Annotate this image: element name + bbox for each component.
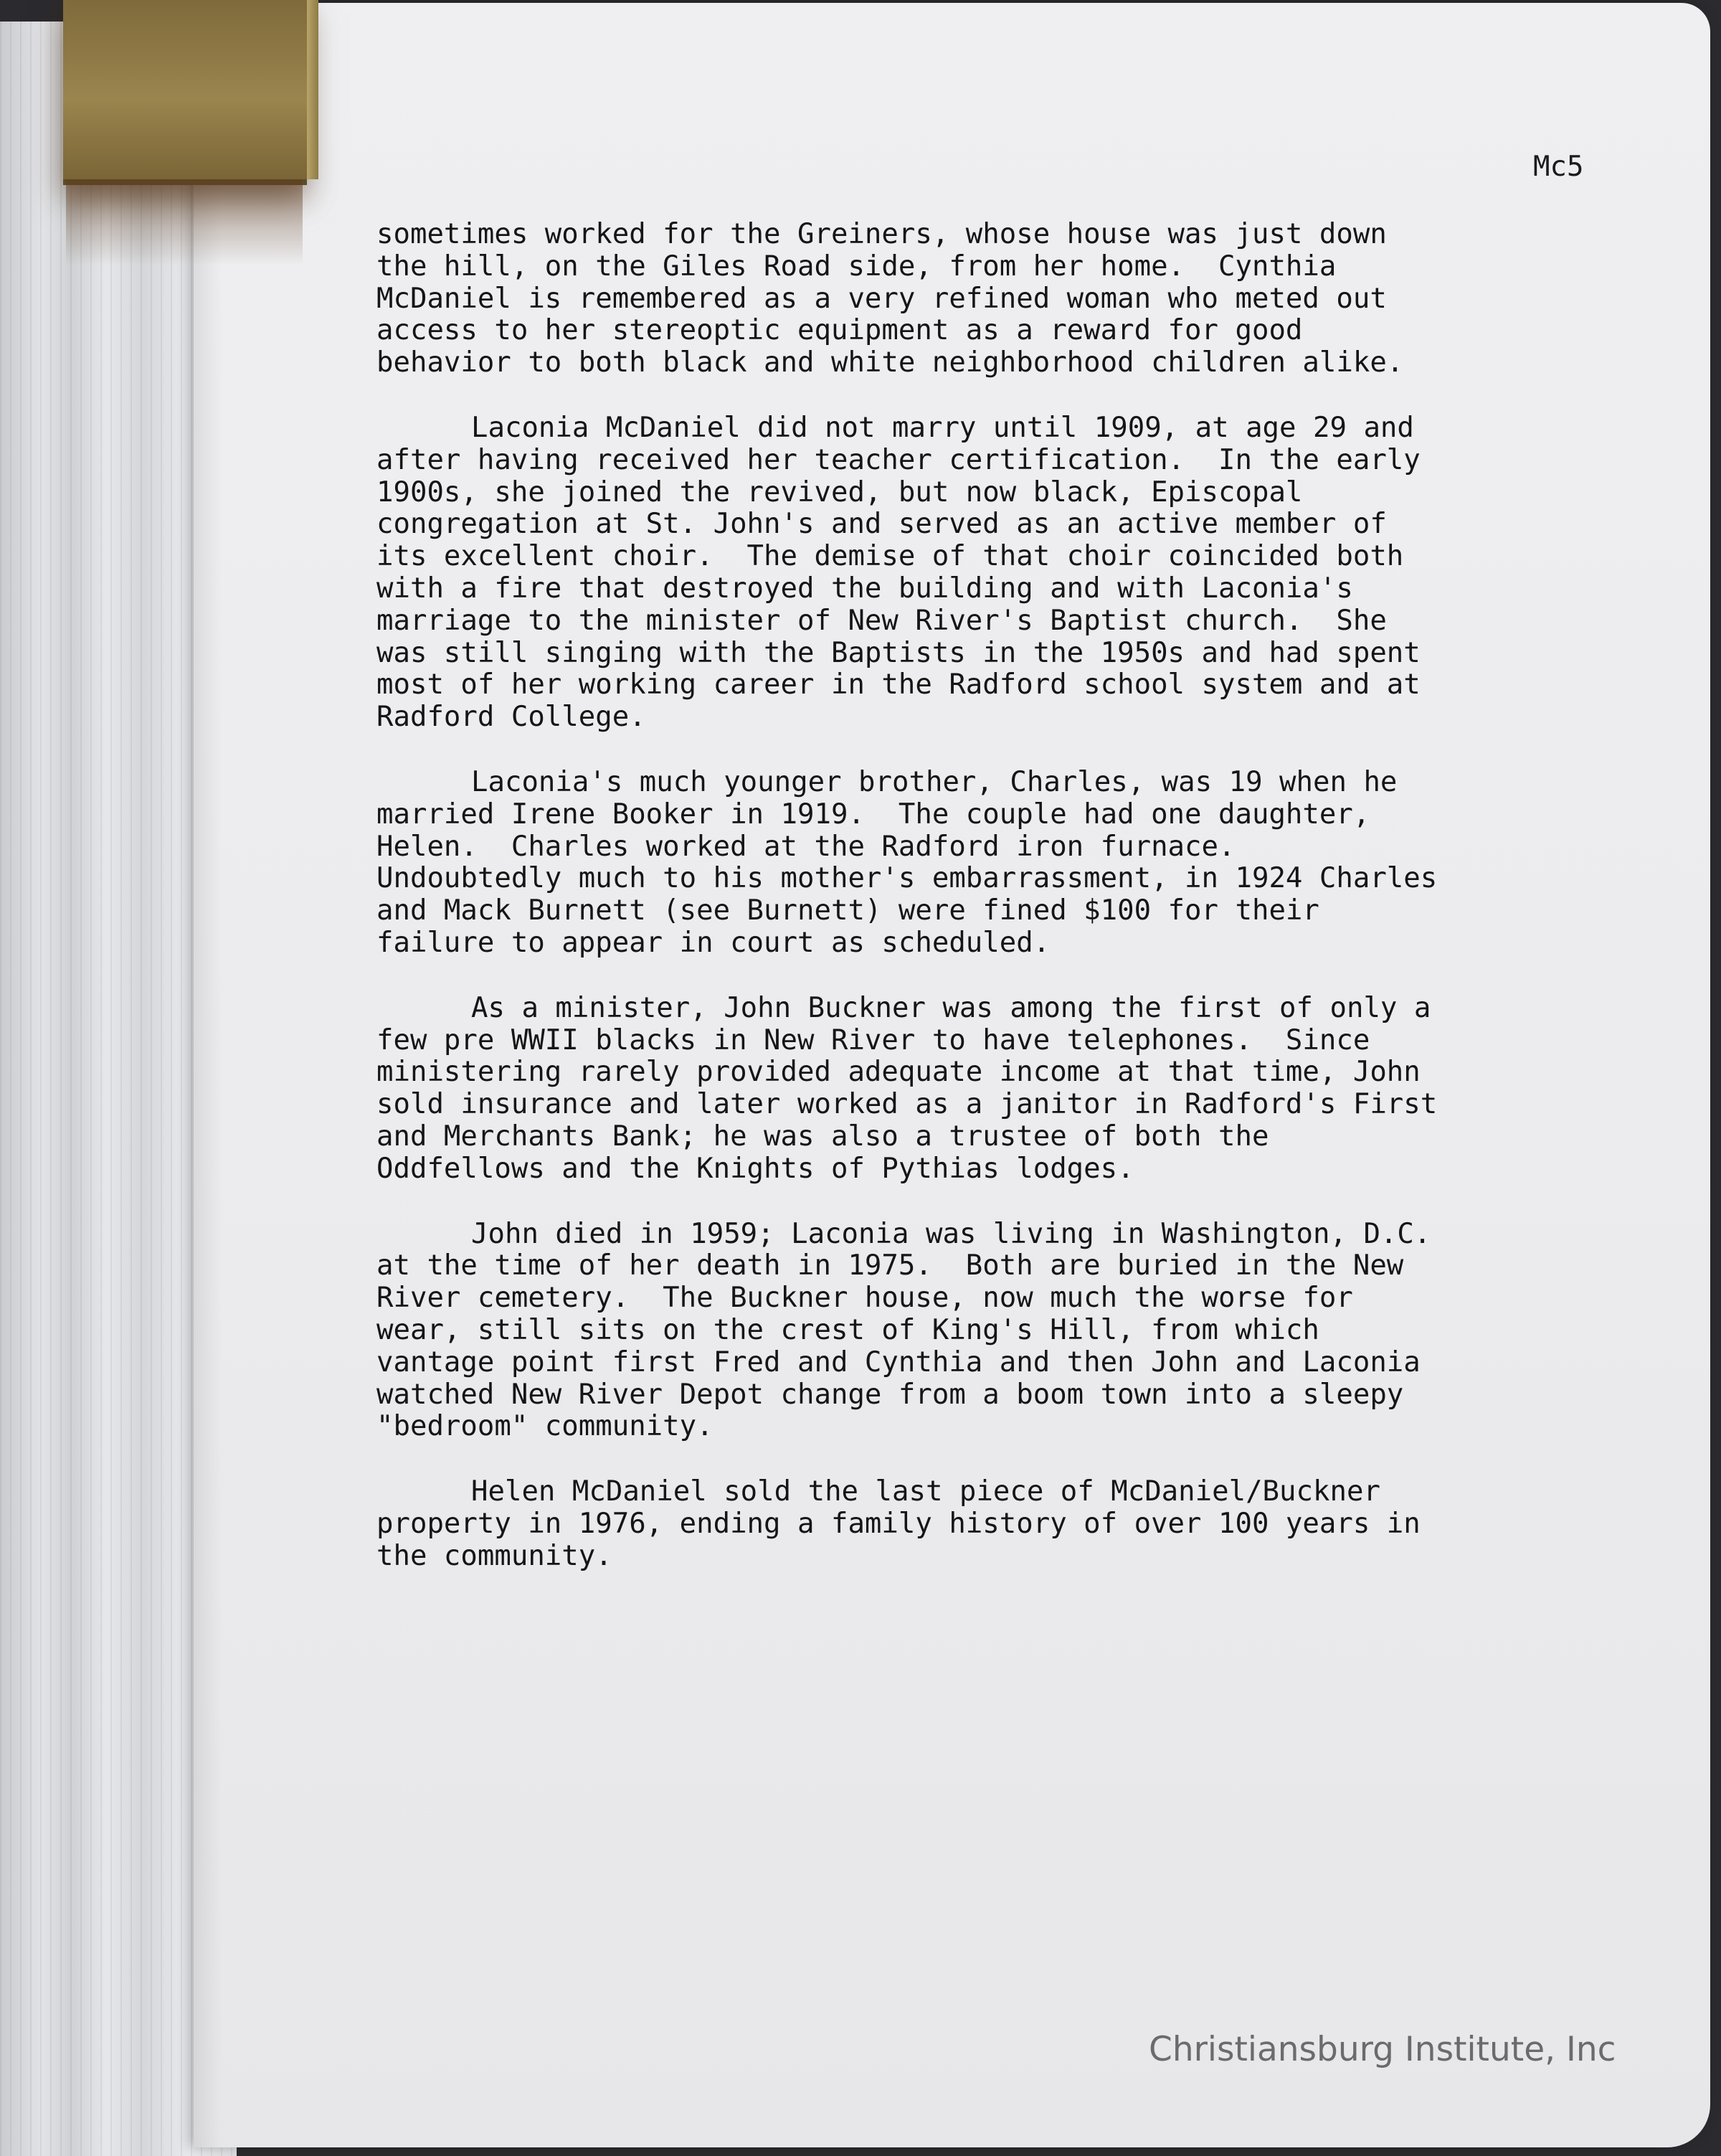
text-line: and Mack Burnett (see Burnett) were fined $100 for their: [376, 894, 1319, 927]
text-line: Laconia's much younger brother, Charles, was 19 when he: [471, 765, 1398, 798]
paragraph-4: [376, 993, 1588, 1186]
text-line: the community.: [376, 1539, 612, 1572]
text-line: vantage point first Fred and Cynthia and then John and Laconia: [376, 1346, 1421, 1379]
paragraph-3: [376, 767, 1588, 960]
text-line: at the time of her death in 1975. Both are buried in the New: [376, 1249, 1404, 1282]
text-line: marriage to the minister of New River's Baptist church. She: [376, 604, 1387, 637]
text-line: Helen. Charles worked at the Radford iron furnace.: [376, 830, 1236, 863]
text-line: Oddfellows and the Knights of Pythias lodges.: [376, 1152, 1134, 1185]
binder-tab-shadow: [66, 179, 303, 265]
text-line: John died in 1959; Laconia was living in Washington, D.C.: [471, 1217, 1431, 1250]
text-line: "bedroom" community.: [376, 1410, 713, 1443]
paragraph-2: [376, 412, 1588, 734]
text-line: most of her working career in the Radford school system and at: [376, 668, 1421, 701]
paragraph-5: [376, 1219, 1588, 1444]
binder-tab: [63, 0, 307, 185]
paragraph-1: [376, 219, 1588, 379]
text-line: 1900s, she joined the revived, but now black, Episcopal: [376, 476, 1303, 509]
text-line: behavior to both black and white neighborhood children alike.: [376, 346, 1404, 379]
text-line: Radford College.: [376, 701, 646, 734]
text-line: Undoubtedly much to his mother's embarrassment, in 1924 Charles: [376, 862, 1438, 895]
text-line: the hill, on the Giles Road side, from her home. Cynthia: [376, 250, 1337, 283]
text-line: few pre WWII blacks in New River to have telephones. Since: [376, 1023, 1370, 1056]
text-line: sold insurance and later worked as a janitor in Radford's First: [376, 1088, 1438, 1121]
page-number: Mc5: [1533, 151, 1584, 183]
text-line: failure to appear in court as scheduled.: [376, 926, 1051, 959]
text-line: Helen McDaniel sold the last piece of McDaniel/Buckner: [471, 1475, 1380, 1508]
text-line: property in 1976, ending a family history of over 100 years in: [376, 1507, 1421, 1540]
text-line: married Irene Booker in 1919. The couple had one daughter,: [376, 798, 1370, 831]
text-line: River cemetery. The Buckner house, now much the worse for: [376, 1282, 1353, 1315]
watermark: Christiansburg Institute, Inc: [1149, 2030, 1616, 2069]
text-line: congregation at St. John's and served as an active member of: [376, 508, 1387, 541]
text-line: after having received her teacher certification. In the early: [376, 443, 1421, 476]
text-line: wear, still sits on the crest of King's Hill, from which: [376, 1313, 1319, 1346]
text-line: access to her stereoptic equipment as a reward for good: [376, 314, 1303, 347]
text-line: was still singing with the Baptists in the 1950s and had spent: [376, 636, 1421, 669]
text-line: watched New River Depot change from a boom town into a sleepy: [376, 1378, 1404, 1411]
text-line: sometimes worked for the Greiners, whose house was just down: [376, 218, 1387, 250]
text-line: its excellent choir. The demise of that choir coincided both: [376, 540, 1404, 573]
page-gutter-shadow: [194, 3, 222, 2147]
document-body: [376, 219, 1588, 1605]
text-line: McDaniel is remembered as a very refined woman who meted out: [376, 282, 1387, 315]
text-line: Laconia McDaniel did not marry until 1909, at age 29 and: [471, 411, 1414, 444]
text-line: and Merchants Bank; he was also a trustee of both the: [376, 1120, 1269, 1153]
text-line: ministering rarely provided adequate income at that time, John: [376, 1056, 1421, 1089]
text-line: with a fire that destroyed the building and with Laconia's: [376, 572, 1353, 605]
paragraph-6: [376, 1476, 1588, 1572]
text-line: As a minister, John Buckner was among the first of only a: [471, 991, 1431, 1024]
